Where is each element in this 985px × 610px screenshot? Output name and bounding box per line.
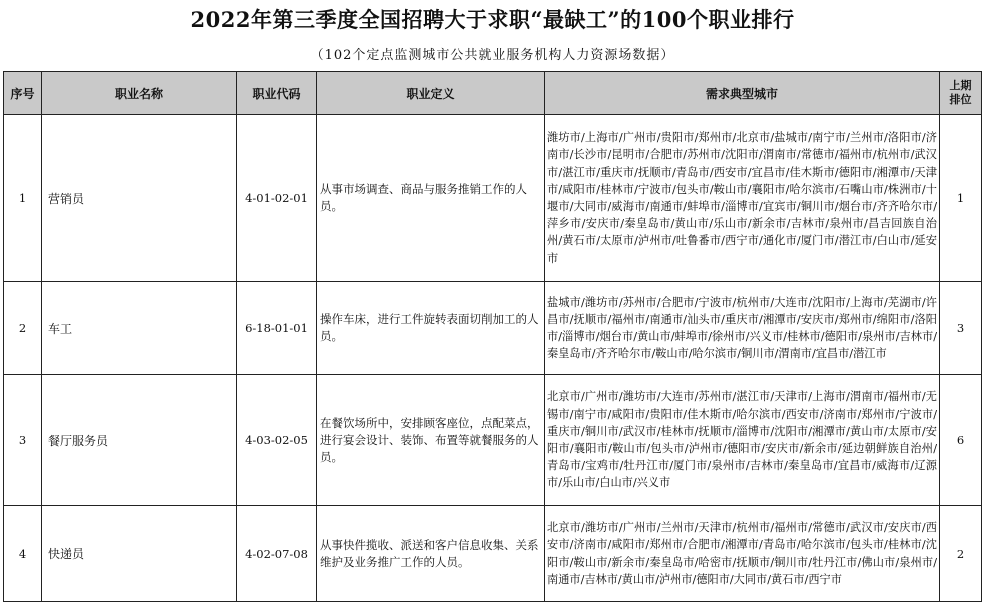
cell-typical-cities: 北京市/潍坊市/广州市/兰州市/天津市/杭州市/福州市/常德市/武汉市/安庆市/西安市/济南市/咸阳市/郑州市/合肥市/湘潭市/青岛市/哈尔滨市/包头市/桂林市/沈阳市/鞍山市/新余市/秦皇岛市/哈密市/抚顺市/铜川市/牡丹江市/佛山市/泉州市/南通市/吉林市/黄山市/泸州市/德阳市/大同市/黄石市/西宁市 [545,506,940,602]
cell-occupation-code: 4-03-02-05 [237,375,317,506]
cell-previous-rank: 1 [940,115,982,282]
cell-occupation-definition: 操作车床，进行工件旋转表面切削加工的人员。 [317,282,545,375]
cell-previous-rank: 2 [940,506,982,602]
cell-occupation-name: 餐厅服务员 [42,375,237,506]
cell-typical-cities: 盐城市/潍坊市/苏州市/合肥市/宁波市/杭州市/大连市/沈阳市/上海市/芜湖市/许昌市/抚顺市/福州市/南通市/汕头市/重庆市/湘潭市/安庆市/郑州市/绵阳市/洛阳市/淄博市/烟台市/黄山市/蚌埠市/徐州市/兴义市/桂林市/德阳市/泉州市/吉林市/秦皇岛市/齐齐哈尔市/鞍山市/哈尔滨市/铜川市/渭南市/宜昌市/潜江市 [545,282,940,375]
cell-previous-rank: 6 [940,375,982,506]
page-subtitle: （102个定点监测城市公共就业服务机构人力资源场数据） [310,48,675,63]
header-previous-rank [940,72,982,115]
cell-seq: 2 [4,282,42,375]
header-previous-rank-line1: 上期 [949,79,972,92]
table-row [4,375,982,506]
cell-typical-cities: 北京市/广州市/潍坊市/大连市/苏州市/湛江市/天津市/上海市/渭南市/福州市/无锡市/南宁市/咸阳市/贵阳市/佳木斯市/哈尔滨市/西安市/济南市/郑州市/宁波市/重庆市/铜川市/武汉市/桂林市/抚顺市/淄博市/沈阳市/湘潭市/黄山市/太原市/安阳市/襄阳市/鞍山市/包头市/泸州市/德阳市/安庆市/新余市/延边朝鲜族自治州/青岛市/宝鸡市/牡丹江市/厦门市/泉州市/吉林市/秦皇岛市/宜昌市/威海市/辽源市/乐山市/白山市/兴义市 [545,375,940,506]
table-header-row [4,72,982,115]
cell-occupation-code: 6-18-01-01 [237,282,317,375]
cell-typical-cities: 潍坊市/上海市/广州市/贵阳市/郑州市/北京市/盐城市/南宁市/兰州市/洛阳市/济南市/长沙市/昆明市/合肥市/苏州市/沈阳市/渭南市/常德市/福州市/杭州市/武汉市/湛江市/重庆市/抚顺市/青岛市/西安市/宜昌市/佳木斯市/德阳市/湘潭市/天津市/咸阳市/桂林市/宁波市/包头市/鞍山市/襄阳市/哈尔滨市/石嘴山市/株洲市/十堰市/大同市/威海市/南通市/蚌埠市/淄博市/宜宾市/铜川市/烟台市/齐齐哈尔市/萍乡市/安庆市/秦皇岛市/黄山市/乐山市/新余市/吉林市/泉州市/昌吉回族自治州/黄石市/太原市/泸州市/吐鲁番市/西宁市/通化市/厦门市/潜江市/白山市/延安市 [545,115,940,282]
header-seq: 序号 [4,72,42,115]
header-occupation-definition: 职业定义 [317,72,545,115]
table-row [4,506,982,602]
header-occupation-name: 职业名称 [42,72,237,115]
cell-occupation-definition: 从事市场调查、商品与服务推销工作的人员。 [317,115,545,282]
cell-occupation-name: 营销员 [42,115,237,282]
header-previous-rank-line2: 排位 [949,93,972,106]
occupation-ranking-table [3,71,982,602]
cell-occupation-definition: 在餐饮场所中，安排顾客座位，点配菜点，进行宴会设计、装饰、布置等就餐服务的人员。 [317,375,545,506]
header-typical-cities: 需求典型城市 [545,72,940,115]
cell-occupation-code: 4-01-02-01 [237,115,317,282]
cell-occupation-name: 车工 [42,282,237,375]
cell-previous-rank: 3 [940,282,982,375]
cell-occupation-definition: 从事快件揽收、派送和客户信息收集、关系维护及业务推广工作的人员。 [317,506,545,602]
cell-seq: 4 [4,506,42,602]
cell-occupation-name: 快递员 [42,506,237,602]
page-title: 2022年第三季度全国招聘大于求职“最缺工”的100个职业排行 [190,7,795,32]
cell-seq: 1 [4,115,42,282]
header-occupation-code: 职业代码 [237,72,317,115]
cell-occupation-code: 4-02-07-08 [237,506,317,602]
table-row [4,282,982,375]
cell-seq: 3 [4,375,42,506]
table-row [4,115,982,282]
